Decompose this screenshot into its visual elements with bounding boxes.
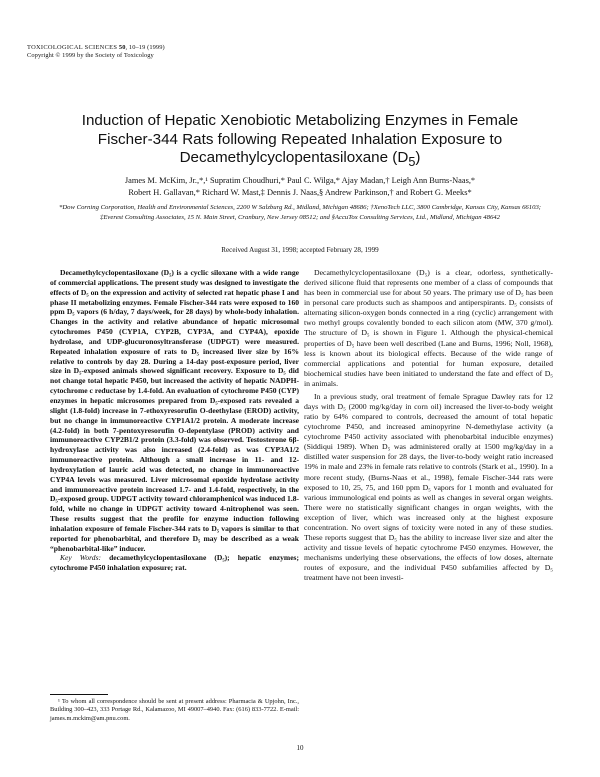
body-column <box>304 268 553 583</box>
authors-line-1: James M. McKim, Jr.,*,¹ Supratim Choudhuri,* Paul C. Wilga,* Ajay Madan,† Leigh Ann Burns-Naas,* <box>124 176 476 185</box>
affiliations: *Dow Corning Corporation, Health and Environmental Sciences, 2200 W Salzburg Rd., Midland, Michigan 48686; †XenoTech LLC, 3800 Cambridge, Kansas City, Kansas 66103; ‡Everest Consulting Associates, 15 N. Main Street, Cranbury, New Jersey 08512; and §AccuTox Consulting Services, Ltd., Midland, Michigan 48642 <box>58 204 542 221</box>
title-line-3 <box>40 149 560 172</box>
page-number: 10 <box>296 744 304 752</box>
journal-volume: 50 <box>118 44 126 51</box>
title-line-3-end: ) <box>415 149 421 167</box>
key-words-text: decamethylcyclopentasiloxane (D₅); hepatic enzymes; cytochrome P450 inhalation exposure; rat. <box>50 553 300 573</box>
paper-title <box>40 112 560 172</box>
footnote-divider <box>50 694 108 695</box>
footnote: ¹ To whom all correspondence should be sent at present address: Pharmacia & Upjohn, Inc., Building 300–423, 333 Portage Rd., Kalamazoo, MI 49007–4940. Fax: (616) 833-7722. E-mail: james.m.mckim@am.pnu.com. <box>50 698 299 722</box>
key-words <box>50 553 299 573</box>
abstract-text: Decamethylcyclopentasiloxane (D₅) is a cyclic siloxane with a wide range of commercial applications. The present study was designed to investigate the effects of D₅ on the expression and activity of selected rat hepatic phase I and phase II metabolizing enzymes. Female Fischer-344 rats were exposed to 160 ppm D₅ vapors (6 h/day, 7 days/week, for 28 days) by whole-body inhalation. Changes in the activity and relative abundance of hepatic microsomal cytochromes P450 (CYP1A, CYP2B, CYP3A, and CYP4A), epoxide hydrolase, and UDP-glucuronosyltransferase (UDPGT) were measured. Repeated inhalation exposure of rats to D₅ increased liver size by 16% relative to controls by day 28. During a 14-day post-exposure period, liver size in D₅-exposed animals showed significant recovery. Exposure to D₅ did not change total hepatic P450, but increased the activity of hepatic NADPH-cytochrome c reductase by 1.4-fold. An evaluation of cytochrome P450 (CYP) enzymes in hepatic microsomes prepared from D₅-exposed rats revealed a slight (1.8-fold) increase in 7-ethoxyresorufin O-deethylase (EROD) activity, but no change in immunoreactive CYP1A1/2 protein. A moderate increase (4.2-fold) in both 7-pentoxyresorufin O-depentylase (PROD) activity and immunoreactive CYP2B1/2 protein (3.3-fold) was observed. Testosterone 6β-hydroxylase activity was also increased (2.4-fold) as was CYP3A1/2 immunoreactive protein. Although a small increase in 11- and 12-hydroxylation of lauric acid was detected, no change in immunoreactive CYP4A levels was measured. Liver microsomal epoxide hydrolase activity and immunoreactive protein increased 1.7- and 1.4-fold, respectively, in the D₅-exposed group. UDPGT activity toward chloramphenicol was induced 1.8-fold, while no change in UDPGT activity toward 4-nitrophenol was seen. These results suggest that the profile for enzyme induction following inhalation exposure of female Fischer-344 rats to D₅ vapors is similar to that reported for phenobarbital, and therefore D₅ may be described as a weak “phenobarbital-like” inducer. <box>50 268 299 553</box>
body-paragraph-2: In a previous study, oral treatment of female Sprague Dawley rats for 12 days with D₅ (2000 mg/kg/day in corn oil) increased the liver-to-body weight ratio by 64% compared to controls, decreased the amount of total hepatic cytochrome P450, and increased aminopyrine N-demethylase activity (a cytochrome P450 activity associated with phenobarbital inducible enzymes) (Siddiqui 1989). When D₅ was administered orally at 1500 mg/kg/day in a distilled water suspension for 28 days, the liver-to-body weight ratio increased 19% in male and 23% in female rats relative to controls (Stark et al., 1990). In a more recent study, (Burns-Naas et al., 1998), female Fischer-344 rats were exposed to 10, 25, 75, and 160 ppm D₅ vapors for 1 month and evaluated for various immunological end points as well as changes in several organ weights. There were no statistically significant changes in organ weights, with the exception of liver, which was increased only at the highest exposure concentration. No overt signs of toxicity were noted in any of these studies. These reports suggest that D₅ has the ability to increase liver size and alter the activity and tissue levels of hepatic cytochrome P450 enzymes. However, the mechanisms underlying these observations, the effects of low doses, alternate routes of exposure, and the individual P450 subfamilies affected by D₅ treatment have not been investi- <box>304 391 553 583</box>
title-line-1: Induction of Hepatic Xenobiotic Metabolizing Enzymes in Female <box>81 112 519 129</box>
authors-line-2: Robert H. Gallavan,* Richard W. Mast,‡ Dennis J. Naas,§ Andrew Parkinson,† and Robert G. Meeks* <box>128 187 472 197</box>
title-line-3-text: Decamethylcyclopentasiloxane (D <box>179 149 409 167</box>
abstract-column <box>50 268 299 573</box>
journal-copyright: Copyright © 1999 by the Society of Toxicology <box>27 52 154 59</box>
title-subscript: 5 <box>408 155 416 170</box>
body-paragraph-1: Decamethylcyclopentasiloxane (D₅) is a clear, odorless, synthetically-derived silicone fluid that represents one member of a class of compounds that has been in commercial use for about 50 years. The primary use of D₅ has been in personal care products such as shampoos and antiperspirants. D₅ consists of alternating silicon-oxygen bonds connected in a ring (cyclic) arrangement with two methyl groups covalently bonded to each silicon atom (MW, 370 g/mol). The structure of D₅ is shown in Figure 1. Although the physical-chemical properties of D₅ have been well described (Lane and Burns, 1996; Noll, 1968), less is known about its biological effects. Because of the wide range of commercial applications and potential for human exposure, detailed biochemical studies have been initiated to understand the fate and effect of D₅ in animals. <box>304 268 553 388</box>
key-words-label: Key Words: <box>60 553 102 563</box>
author-list <box>40 175 560 198</box>
journal-name: TOXICOLOGICAL SCIENCES <box>27 44 118 51</box>
journal-pages: , 10–19 (1999) <box>125 44 165 51</box>
received-date: Received August 31, 1998; accepted February 28, 1999 <box>221 246 379 254</box>
journal-header <box>27 44 165 60</box>
title-line-2: Fischer-344 Rats following Repeated Inhalation Exposure to <box>97 130 503 148</box>
